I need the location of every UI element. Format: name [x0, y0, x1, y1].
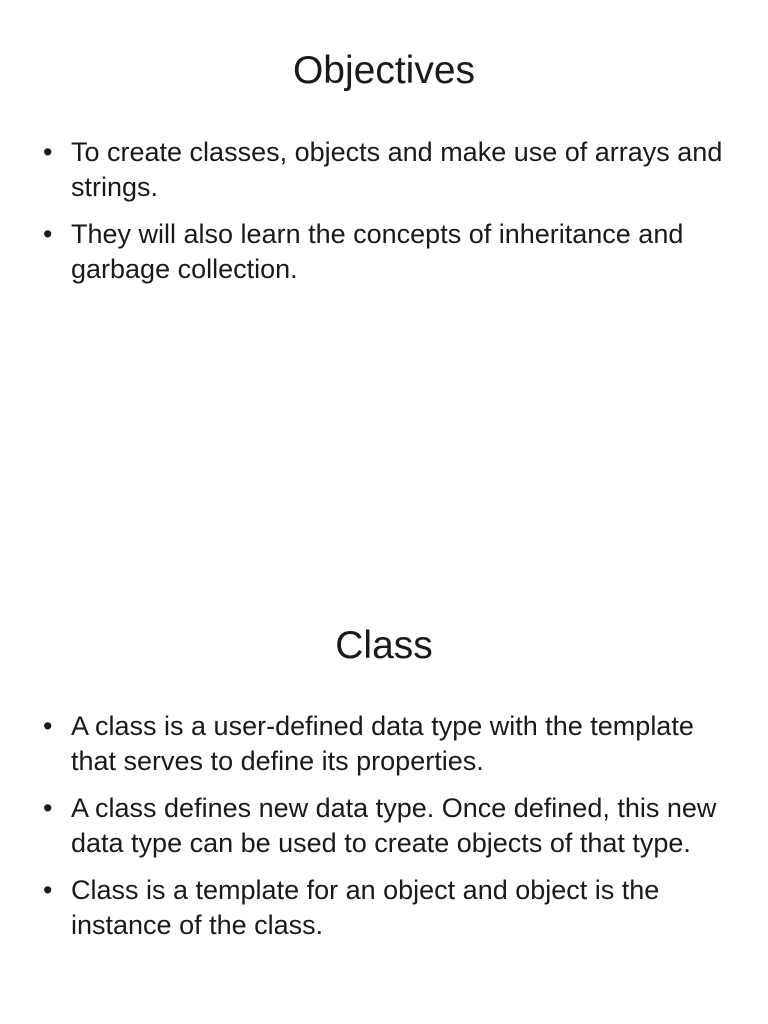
- bullet-list: [0, 135, 768, 299]
- bullet-dot-icon: •: [43, 711, 53, 741]
- slide-title: Objectives: [292, 49, 476, 92]
- bullet-item: [0, 135, 768, 205]
- bullet-text: Class is a template for an object and object is the instance of the class.: [71, 875, 660, 940]
- bullet-text: To create classes, objects and make use of arrays and strings.: [71, 137, 723, 202]
- bullet-item: [0, 873, 768, 943]
- bullet-text: A class is a user-defined data type with the template that serves to define its properties.: [71, 711, 694, 776]
- bullet-text: A class defines new data type. Once defined, this new data type can be used to create objects of that type.: [71, 793, 717, 858]
- bullet-dot-icon: •: [43, 875, 53, 905]
- bullet-item: [0, 709, 768, 779]
- bullet-item: [0, 791, 768, 861]
- bullet-text: They will also learn the concepts of inheritance and garbage collection.: [71, 219, 684, 284]
- bullet-item: [0, 217, 768, 287]
- bullet-dot-icon: •: [43, 793, 53, 823]
- bullet-dot-icon: •: [43, 137, 53, 167]
- slide-class: [0, 512, 768, 1024]
- bullet-list: [0, 709, 768, 955]
- slide-title: Class: [335, 624, 433, 667]
- bullet-dot-icon: •: [43, 219, 53, 249]
